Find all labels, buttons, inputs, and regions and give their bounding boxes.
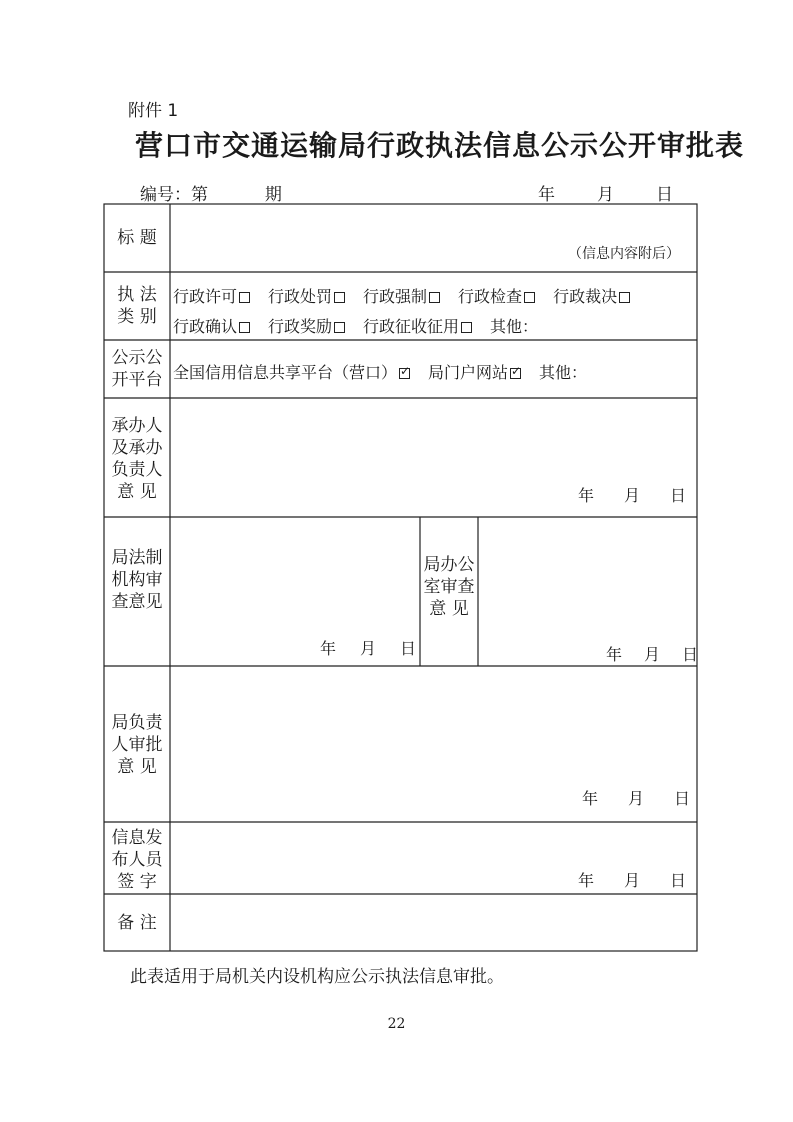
office-review-date: 年 月 日 (606, 645, 699, 664)
handler-date: 年 月 日 (578, 486, 687, 505)
title-row-note: （信息内容附后） (568, 246, 680, 262)
footer-note: 此表适用于局机关内设机构应公示执法信息审批。 (130, 967, 504, 987)
option-admin-confirmation: 行政确认 (173, 317, 238, 336)
publisher-signature-label: 信息发 布人员 签 字 (111, 828, 163, 892)
option-admin-ruling: 行政裁决 (553, 287, 618, 306)
option-admin-reward: 行政奖励 (268, 317, 333, 336)
category-options-line2 (173, 314, 538, 337)
leader-approval-label: 局负责 人审批 意 见 (111, 713, 163, 777)
legal-review-label: 局法制 机构审 查意见 (111, 548, 163, 612)
platform-label: 公示公 开平台 (111, 348, 163, 390)
number-label: 编号：第 (140, 185, 208, 205)
publisher-date: 年 月 日 (578, 871, 687, 890)
platform-other-label: 其他： (539, 363, 588, 382)
header-date: 年 月 日 (538, 185, 673, 205)
checkbox-bureau-website[interactable] (510, 368, 521, 379)
page-number: 22 (387, 1016, 406, 1032)
option-admin-expropriation: 行政征收征用 (363, 317, 460, 336)
checkbox-admin-license[interactable] (239, 292, 250, 303)
platform-options (173, 360, 587, 383)
option-bureau-website: 局门户网站 (428, 363, 509, 382)
checkbox-admin-inspection[interactable] (524, 292, 535, 303)
annex-label: 附件 1 (128, 101, 179, 121)
option-credit-platform: 全国信用信息共享平台（营口） (173, 363, 398, 382)
checkbox-admin-penalty[interactable] (334, 292, 345, 303)
number-period: 期 (264, 185, 282, 205)
option-admin-enforcement: 行政强制 (363, 287, 428, 306)
category-label: 执 法 类 别 (117, 285, 157, 327)
checkbox-admin-reward[interactable] (334, 322, 345, 333)
remarks-label: 备 注 (117, 912, 157, 933)
office-review-label: 局办公 室审查 意 见 (423, 555, 475, 619)
checkbox-credit-platform[interactable] (399, 368, 410, 379)
handler-opinion-label: 承办人 及承办 负责人 意 见 (111, 416, 163, 502)
checkbox-admin-confirmation[interactable] (239, 322, 250, 333)
checkbox-admin-enforcement[interactable] (429, 292, 440, 303)
category-options-line1 (173, 284, 630, 307)
category-other-label: 其他： (490, 317, 539, 336)
checkbox-admin-ruling[interactable] (619, 292, 630, 303)
leader-approval-date: 年 月 日 (582, 789, 691, 808)
legal-review-date: 年 月 日 (320, 639, 417, 658)
title-row-label: 标 题 (117, 228, 157, 248)
option-admin-inspection: 行政检查 (458, 287, 523, 306)
form-title: 营口市交通运输局行政执法信息公示公开审批表 (135, 129, 745, 162)
option-admin-license: 行政许可 (173, 287, 238, 306)
option-admin-penalty: 行政处罚 (268, 287, 333, 306)
checkbox-admin-expropriation[interactable] (461, 322, 472, 333)
